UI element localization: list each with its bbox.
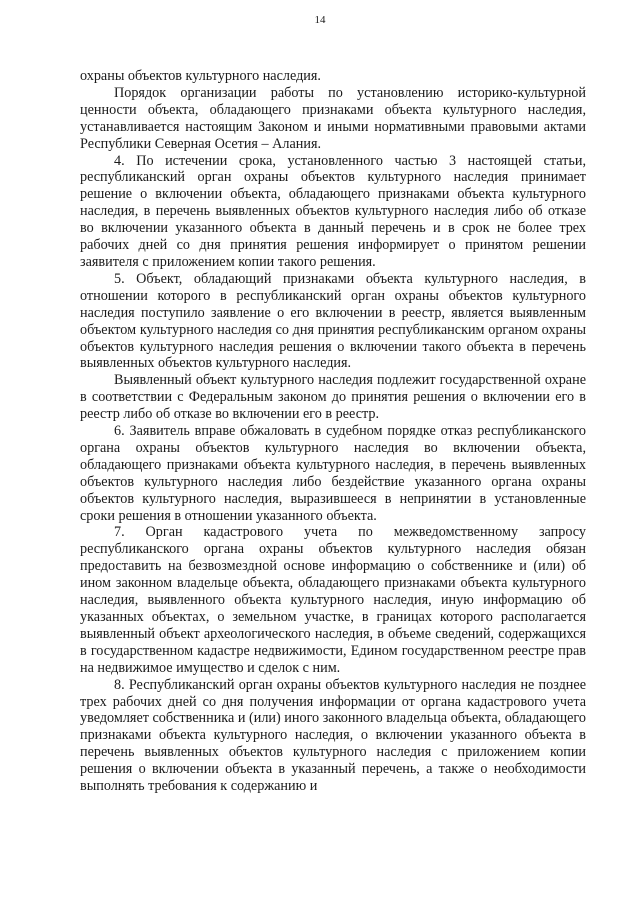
paragraph: Порядок организации работы по установлению историко-культурной ценности объекта, обладающего признаками объекта культурного наследия, устанавливается настоящим Законом и иными нормативными правовыми актами Республики Северная Осетия – Алания.	[80, 84, 586, 152]
paragraph: Выявленный объект культурного наследия подлежит государственной охране в соответствии с Федеральным законом до принятия решения о включении его в реестр либо об отказе во включении его в реестр.	[80, 372, 586, 423]
paragraph: 7. Орган кадастрового учета по межведомственному запросу республиканского органа охраны объектов культурного наследия обязан предоставить на безвозмездной основе информацию о собственнике и (или) об ином законном владельце объекта, обладающего признаками объекта культурного наследия, выявленного объекта культурного наследия, иную информацию об указанных объектах, о земельном участке, в границах которого располагается выявленный объект археологического наследия, в объеме сведений, содержащихся в государственном кадастре недвижимости, Едином государственном реестре прав на недвижимое имущество и сделок с ним.	[80, 524, 586, 676]
paragraph: охраны объектов культурного наследия.	[80, 68, 321, 84]
paragraph: 6. Заявитель вправе обжаловать в судебном порядке отказ республиканского органа охраны объектов культурного наследия во включении объекта, обладающего признаками объекта культурного наследия, в перечень выявленных объектов культурного наследия либо бездействие указанного органа охраны объектов культурного наследия, выразившееся в непринятии в установленные сроки решения в отношении указанного объекта.	[80, 423, 586, 524]
body-text	[80, 68, 586, 795]
paragraph: 4. По истечении срока, установленного частью 3 настоящей статьи, республиканский орган охраны объектов культурного наследия принимает решение о включении объекта, обладающего признаками объекта культурного наследия, в перечень выявленных объектов культурного наследия либо об отказе во включении указанного объекта в данный перечень и в срок не более трех рабочих дней со дня принятия решения информирует о принятом решении заявителя с приложением копии такого решения.	[80, 152, 586, 270]
page-number: 14	[314, 14, 326, 26]
paragraph: 5. Объект, обладающий признаками объекта культурного наследия, в отношении которого в республиканский орган охраны объектов культурного наследия поступило заявление о его включении в реестр, является выявленным объектом культурного наследия со дня принятия республиканским органом охраны объектов культурного наследия решения о включении такого объекта в перечень выявленных объектов культурного наследия.	[80, 270, 586, 372]
paragraph: 8. Республиканский орган охраны объектов культурного наследия не позднее трех рабочих дней со дня получения информации от органа кадастрового учета уведомляет собственника и (или) иного законного владельца объекта, обладающего признаками объекта культурного наследия, о включении указанного объекта в перечень выявленных объектов культурного наследия с приложением копии решения о включении объекта в указанный перечень, а также о необходимости выполнять требования к содержанию и	[80, 676, 586, 795]
